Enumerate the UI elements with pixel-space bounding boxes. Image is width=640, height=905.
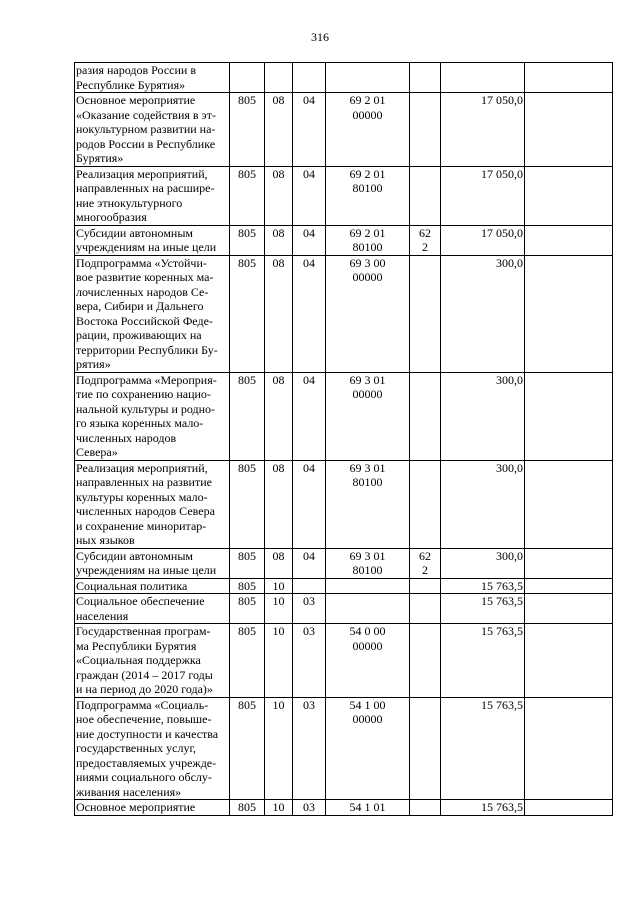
row-ved-cell [230,63,265,93]
row-ved-cell [230,225,265,255]
row-name-cell-line: «Оказание содействия в эт- [76,107,216,122]
row-sum-cell [441,93,525,167]
row-ved-cell-text: 805 [238,800,256,814]
row-name-cell-line: Основное мероприятие [76,93,196,107]
row-target-article-cell-line: 69 3 01 [349,460,386,475]
row-ved-cell-text: 805 [238,225,256,240]
row-section-cell [265,460,293,548]
row-subsection-cell [293,548,326,578]
row-extra-cell [525,255,613,372]
row-extra-cell [525,166,613,225]
row-name-cell-line: численных народов [76,430,177,445]
row-extra-cell [525,225,613,255]
row-target-article-cell-line: 80100 [352,475,383,489]
row-ved-cell-text: 805 [238,372,256,387]
row-target-article-cell-line: 54 1 01 [349,800,386,814]
row-ved-cell-text: 805 [238,594,256,608]
row-sum-cell-text: 15 763,5 [481,624,523,638]
row-name-cell-line: ние доступности и качества [76,726,219,741]
row-target-article-cell [326,166,410,225]
row-name-cell-line: населения [76,608,129,623]
row-name-cell-line: территории Республики Бу- [76,342,218,357]
row-name-cell-line: Субсидии автономным [76,548,193,563]
row-section-cell [265,697,293,800]
row-sum-cell-text: 17 050,0 [481,93,523,107]
row-ved-cell-text: 805 [238,578,256,593]
row-name-cell [75,594,230,624]
row-name-cell-line: ное обеспечение, повыше- [76,712,212,726]
row-ved-cell-text: 805 [238,548,256,563]
row-sum-cell [441,255,525,372]
row-expense-type-cell [410,460,441,548]
row-target-article-cell-line: 00000 [352,638,383,653]
row-section-cell-text: 10 [272,697,285,712]
row-sum-cell-text: 300,0 [496,255,523,270]
row-name-cell-line: живания населения» [76,784,182,799]
row-expense-type-cell [410,372,441,460]
row-ved-cell-text: 805 [238,166,256,181]
row-target-article-cell [326,800,410,816]
row-sum-cell [441,372,525,460]
row-sum-cell [441,225,525,255]
row-section-cell [265,372,293,460]
row-expense-type-cell [410,697,441,800]
row-sum-cell [441,800,525,816]
row-section-cell [265,225,293,255]
row-target-article-cell-line: 54 0 00 [349,624,386,638]
row-extra-cell [525,697,613,800]
row-ved-cell [230,166,265,225]
row-expense-type-cell-line: 62 [419,225,431,240]
row-name-cell-line: граждан (2014 – 2017 годы [76,667,213,682]
row-sum-cell-text: 300,0 [496,460,523,475]
row-name-cell-line: государственных услуг, [76,741,197,755]
table-row [75,548,613,578]
row-name-cell-line: направленных на развитие [76,475,212,489]
row-section-cell [265,800,293,816]
row-subsection-cell-text: 04 [303,166,315,181]
table-row [75,594,613,624]
row-name-cell-line: Подпрограмма «Устойчи- [76,255,207,270]
row-target-article-cell-line: 69 3 01 [349,548,386,563]
row-subsection-cell-text: 04 [303,460,315,475]
row-sum-cell [441,578,525,594]
table-row [75,166,613,225]
row-target-article-cell [326,460,410,548]
row-subsection-cell [293,166,326,225]
row-name-cell-line: рятия» [76,357,111,371]
row-name-cell [75,548,230,578]
row-target-article-cell [326,63,410,93]
table-row [75,255,613,372]
row-section-cell-text: 08 [272,372,285,387]
row-ved-cell [230,548,265,578]
row-name-cell [75,578,230,594]
row-section-cell [265,166,293,225]
row-target-article-cell [326,255,410,372]
row-expense-type-cell [410,93,441,167]
row-name-cell-line: численных народов Севера [76,504,215,518]
row-expense-type-cell [410,166,441,225]
row-target-article-cell-line: 69 2 01 [349,225,386,240]
row-name-cell [75,225,230,255]
row-sum-cell [441,63,525,93]
row-target-article-cell [326,578,410,594]
row-section-cell [265,578,293,594]
row-section-cell-text: 10 [272,578,285,593]
row-name-cell-line: нальной культуры и родно- [76,401,216,416]
row-name-cell-line: Республике Бурятия» [76,77,186,92]
row-subsection-cell-text: 04 [303,255,315,270]
row-section-cell-text: 10 [272,624,285,638]
row-name-cell-line: ние этнокультурного [76,195,183,210]
table-row [75,93,613,167]
row-name-cell-line: Субсидии автономным [76,225,193,240]
row-sum-cell-text: 17 050,0 [481,166,523,181]
row-name-cell-line: рации, проживающих на [76,328,202,342]
row-expense-type-cell [410,800,441,816]
row-name-cell-line: предоставляемых учрежде- [76,755,217,770]
row-subsection-cell-text: 04 [303,548,315,563]
row-name-cell [75,93,230,167]
budget-table-body [75,63,613,816]
row-name-cell-line: вое развитие коренных ма- [76,270,214,284]
row-target-article-cell [326,93,410,167]
row-extra-cell [525,624,613,698]
row-sum-cell-text: 300,0 [496,372,523,387]
row-target-article-cell-line: 54 1 00 [349,697,386,712]
row-name-cell-line: ниями социального обслу- [76,770,212,784]
row-subsection-cell [293,460,326,548]
row-name-cell-line: Севера» [76,445,118,459]
row-ved-cell [230,372,265,460]
row-target-article-cell-line: 00000 [352,107,383,122]
row-sum-cell-text: 15 763,5 [481,800,523,814]
row-name-cell-line: Бурятия» [76,151,124,165]
row-sum-cell [441,624,525,698]
row-section-cell-text: 08 [272,166,285,181]
row-name-cell [75,800,230,816]
row-sum-cell-text: 15 763,5 [481,697,523,712]
row-ved-cell [230,578,265,594]
row-subsection-cell [293,578,326,594]
row-sum-cell-text: 15 763,5 [481,594,523,608]
row-name-cell [75,372,230,460]
row-extra-cell [525,578,613,594]
row-name-cell-line: разия народов России в [76,63,197,77]
row-name-cell-line: Реализация мероприятий, [76,166,208,181]
row-ved-cell-text: 805 [238,697,256,712]
row-subsection-cell [293,594,326,624]
row-expense-type-cell-line: 2 [422,240,428,254]
row-ved-cell [230,460,265,548]
row-name-cell-line: и сохранение миноритар- [76,518,207,533]
row-subsection-cell [293,255,326,372]
row-name-cell-line: культуры коренных мало- [76,489,208,504]
row-section-cell-text: 10 [272,800,285,814]
row-name-cell-line: учреждениям на иные цели [76,563,217,577]
row-target-article-cell [326,548,410,578]
row-ved-cell [230,255,265,372]
row-name-cell-line: нокультурном развитии на- [76,122,216,136]
row-expense-type-cell [410,225,441,255]
row-expense-type-cell [410,594,441,624]
row-expense-type-cell [410,548,441,578]
row-name-cell-line: тие по сохранению нацио- [76,387,211,401]
row-section-cell-text: 08 [272,93,285,107]
row-name-cell-line: и на период до 2020 года)» [76,682,213,696]
row-section-cell [265,255,293,372]
row-target-article-cell-line: 00000 [352,387,383,401]
row-target-article-cell [326,372,410,460]
row-name-cell-line: многообразия [76,210,147,224]
row-subsection-cell-text: 03 [303,594,315,608]
row-name-cell-line: Подпрограмма «Социаль- [76,697,209,712]
row-name-cell [75,63,230,93]
budget-table [74,62,613,816]
row-target-article-cell-line: 00000 [352,712,383,726]
row-target-article-cell-line: 00000 [352,270,383,284]
row-section-cell-text: 08 [272,255,285,270]
row-expense-type-cell [410,255,441,372]
row-subsection-cell [293,93,326,167]
row-expense-type-cell [410,63,441,93]
row-name-cell-line: Социальная политика [76,578,188,593]
row-expense-type-cell [410,578,441,594]
row-name-cell-line: Социальное обеспечение [76,594,205,608]
row-ved-cell [230,697,265,800]
row-ved-cell-text: 805 [238,255,256,270]
row-target-article-cell [326,594,410,624]
table-row [75,624,613,698]
row-section-cell-text: 08 [272,548,285,563]
row-name-cell [75,255,230,372]
row-name-cell-line: Государственная програм- [76,624,211,638]
row-ved-cell-text: 805 [238,624,256,638]
row-subsection-cell [293,372,326,460]
row-name-cell-line: Подпрограмма «Мероприя- [76,372,217,387]
table-row [75,63,613,93]
row-target-article-cell [326,697,410,800]
row-subsection-cell [293,800,326,816]
table-row [75,225,613,255]
row-extra-cell [525,93,613,167]
row-extra-cell [525,63,613,93]
row-expense-type-cell [410,624,441,698]
row-name-cell [75,166,230,225]
row-section-cell [265,548,293,578]
row-sum-cell-text: 300,0 [496,548,523,563]
row-ved-cell [230,800,265,816]
row-section-cell [265,93,293,167]
row-target-article-cell-line: 69 2 01 [349,93,386,107]
table-row [75,697,613,800]
row-subsection-cell-text: 04 [303,225,315,240]
row-name-cell [75,624,230,698]
row-ved-cell [230,594,265,624]
row-subsection-cell-text: 03 [303,697,315,712]
row-subsection-cell-text: 04 [303,93,315,107]
row-name-cell-line: Основное мероприятие [76,800,196,814]
row-sum-cell-text: 15 763,5 [481,578,523,593]
row-subsection-cell-text: 03 [303,624,315,638]
row-target-article-cell-line: 80100 [352,240,383,254]
row-ved-cell-text: 805 [238,93,256,107]
row-ved-cell [230,624,265,698]
row-name-cell-line: направленных на расшире- [76,181,215,195]
row-target-article-cell [326,225,410,255]
row-target-article-cell-line: 80100 [352,563,383,577]
row-name-cell-line: ных языков [76,533,135,547]
row-subsection-cell-text: 04 [303,372,315,387]
row-subsection-cell [293,225,326,255]
row-section-cell-text: 08 [272,225,285,240]
row-section-cell [265,624,293,698]
row-name-cell-line: го языка коренных мало- [76,416,204,430]
row-sum-cell [441,548,525,578]
row-sum-cell [441,697,525,800]
row-sum-cell [441,460,525,548]
row-name-cell-line: лочисленных народов Се- [76,284,209,299]
page-number: 316 [311,30,329,44]
row-target-article-cell-line: 69 2 01 [349,166,386,181]
table-row [75,372,613,460]
row-sum-cell-text: 17 050,0 [481,225,523,240]
row-section-cell [265,63,293,93]
row-subsection-cell [293,697,326,800]
row-ved-cell-text: 805 [238,460,256,475]
row-sum-cell [441,166,525,225]
table-row [75,460,613,548]
row-extra-cell [525,372,613,460]
row-name-cell-line: Востока Российской Феде- [76,313,213,328]
row-target-article-cell-line: 80100 [352,181,383,195]
row-extra-cell [525,460,613,548]
row-section-cell [265,594,293,624]
row-name-cell-line: родов России в Республике [76,136,216,151]
row-subsection-cell [293,63,326,93]
row-section-cell-text: 08 [272,460,285,475]
row-expense-type-cell-line: 2 [422,563,428,577]
row-ved-cell [230,93,265,167]
row-sum-cell [441,594,525,624]
row-subsection-cell-text: 03 [303,800,315,814]
row-name-cell-line: учреждениям на иные цели [76,240,217,254]
row-extra-cell [525,594,613,624]
row-name-cell-line: ма Республики Бурятия [76,638,197,653]
row-name-cell-line: вера, Сибири и Дальнего [76,299,204,313]
row-subsection-cell [293,624,326,698]
row-name-cell [75,697,230,800]
row-extra-cell [525,800,613,816]
row-name-cell [75,460,230,548]
row-expense-type-cell-line: 62 [419,548,431,563]
row-target-article-cell-line: 69 3 01 [349,372,386,387]
row-name-cell-line: «Социальная поддержка [76,653,201,667]
table-row [75,800,613,816]
row-section-cell-text: 10 [272,594,285,608]
row-target-article-cell-line: 69 3 00 [349,255,386,270]
row-name-cell-line: Реализация мероприятий, [76,460,208,475]
table-row [75,578,613,594]
row-extra-cell [525,548,613,578]
row-target-article-cell [326,624,410,698]
